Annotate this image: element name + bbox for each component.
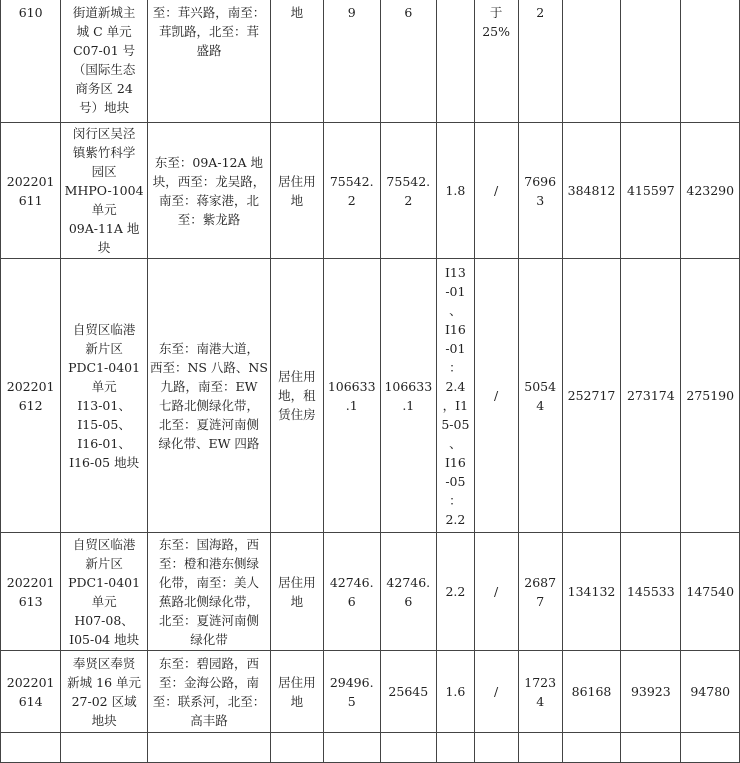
ratio-cell — [474, 123, 518, 259]
cell-line: 4 — [536, 397, 545, 413]
cell-line: 自贸区临港 — [72, 536, 136, 552]
plot-ratio-cell — [437, 733, 475, 763]
cell-line: 09A-11A 地 — [68, 221, 140, 236]
cell-line: 2 — [404, 192, 413, 208]
table-row — [1, 733, 740, 763]
parcel-id-cell — [1, 651, 61, 733]
parcel-id-cell — [1, 733, 61, 763]
buildable-area-cell — [380, 0, 437, 123]
price-cell-3 — [681, 0, 740, 123]
cell-line: 单元 — [91, 593, 117, 609]
land-use-cell — [270, 259, 323, 533]
cell-line: 城 C 单元 — [76, 24, 132, 39]
cell-line: 2.2 — [445, 584, 466, 599]
cell-value: 275190 — [686, 388, 735, 403]
table-row — [1, 651, 740, 733]
cell-line: 高丰路 — [190, 712, 228, 728]
parcel-id-cell — [1, 259, 61, 533]
cell-line: 2.2 — [445, 511, 466, 527]
cell-value: 134132 — [567, 584, 616, 599]
cell-line: 商务区 24 — [75, 81, 133, 96]
land-use-cell — [270, 0, 323, 123]
cell-line: 东至：南港大道， — [158, 340, 259, 356]
table-row — [1, 123, 740, 259]
floor-area-cell — [518, 0, 562, 123]
price-cell-1 — [562, 0, 620, 123]
site-area-cell — [323, 651, 380, 733]
cell-line: 北至：夏涟河南侧 — [158, 416, 259, 432]
cell-line: 202201 — [6, 378, 55, 394]
plot-ratio-cell — [437, 259, 475, 533]
table-row — [1, 533, 740, 651]
cell-line: 居住用 — [278, 574, 316, 590]
cell-value: 147540 — [686, 584, 735, 599]
cell-line: / — [493, 183, 499, 198]
cell-line: 4 — [536, 693, 545, 709]
location-cell — [61, 651, 148, 733]
cell-line: （国际生态 — [72, 62, 136, 77]
plot-ratio-cell — [437, 533, 475, 651]
cell-line: 地，租 — [278, 388, 316, 403]
cell-line: 至：联系河，北至： — [152, 693, 266, 709]
cell-line: 25% — [482, 24, 510, 39]
price-cell-2 — [621, 733, 681, 763]
cell-value: 94780 — [690, 684, 731, 699]
cell-line: 新片区 — [85, 340, 123, 356]
cell-line: 东至：09A-12A 地 — [154, 154, 263, 170]
cell-line: 至：茸兴路，南至： — [152, 5, 266, 20]
cell-line: 地 — [290, 5, 304, 20]
cell-line: PDC1-0401 — [68, 574, 141, 590]
cell-line: 街道新城主 — [72, 5, 136, 20]
land-use-cell — [270, 733, 323, 763]
cell-line: 九路，南至：EW — [160, 378, 258, 394]
land-use-cell — [270, 123, 323, 259]
floor-area-cell — [518, 733, 562, 763]
cell-line: 612 — [18, 397, 43, 413]
cell-line: 2 — [536, 5, 545, 20]
parcel-id-cell — [1, 0, 61, 123]
location-cell — [61, 0, 148, 123]
plot-ratio-cell — [437, 651, 475, 733]
cell-line: -01 — [445, 283, 466, 299]
cell-line: 南至：蒋家港，北 — [158, 192, 259, 208]
cell-line: 居住用 — [278, 173, 316, 189]
cell-line: MHPO-1004 — [64, 183, 144, 198]
cell-line: 于 — [489, 5, 503, 20]
cell-line: 42746. — [329, 574, 374, 590]
buildable-area-cell — [380, 651, 437, 733]
cell-value: 415597 — [626, 183, 675, 198]
ratio-cell — [474, 0, 518, 123]
cell-line: 块，西至：龙吴路， — [152, 173, 266, 189]
cell-line: 单元 — [91, 202, 117, 217]
ratio-cell — [474, 533, 518, 651]
land-use-cell — [270, 533, 323, 651]
price-cell-3 — [681, 123, 740, 259]
plot-ratio-cell — [437, 123, 475, 259]
cell-line: 绿化带 — [190, 631, 228, 647]
cell-value: 93923 — [630, 684, 671, 699]
cell-line: 1723 — [524, 674, 557, 690]
cell-line: 1.8 — [445, 183, 466, 198]
price-cell-1 — [562, 259, 620, 533]
boundary-cell — [147, 533, 270, 651]
cell-value: 86168 — [571, 684, 612, 699]
price-cell-2 — [621, 533, 681, 651]
cell-line: 5054 — [524, 378, 557, 394]
cell-line: 西至：NS 八路、NS — [149, 359, 268, 375]
cell-line: 七路北侧绿化带， — [158, 397, 259, 413]
ratio-cell — [474, 259, 518, 533]
cell-line: -05 — [445, 473, 466, 489]
cell-line: 镇紫竹科学 — [72, 145, 136, 160]
price-cell-1 — [562, 651, 620, 733]
cell-line: 27-02 区域 — [71, 693, 137, 709]
cell-line: / — [493, 388, 499, 403]
price-cell-3 — [681, 533, 740, 651]
floor-area-cell — [518, 651, 562, 733]
cell-line: 3 — [536, 192, 545, 208]
cell-line: 地块 — [91, 712, 117, 728]
cell-line: 、 — [449, 435, 462, 451]
price-cell-2 — [621, 259, 681, 533]
boundary-cell — [147, 123, 270, 259]
boundary-cell — [147, 733, 270, 763]
cell-line: I16-05 地块 — [69, 454, 140, 470]
cell-value: 423290 — [686, 183, 735, 198]
cell-line: .1 — [402, 397, 415, 413]
cell-line: 单元 — [91, 378, 117, 394]
ratio-cell — [474, 733, 518, 763]
cell-line: 北至：夏涟河南侧 — [158, 612, 259, 628]
location-cell — [61, 259, 148, 533]
cell-line: 绿化带、EW 四路 — [158, 435, 260, 451]
cell-line: 新城 16 单元 — [67, 674, 142, 690]
cell-line: 至：金海公路，南 — [158, 674, 259, 690]
price-cell-1 — [562, 733, 620, 763]
cell-line: 42746. — [386, 574, 431, 590]
floor-area-cell — [518, 533, 562, 651]
boundary-cell — [147, 259, 270, 533]
cell-line: I16 — [444, 321, 466, 337]
cell-line: 1.6 — [445, 684, 466, 699]
cell-line: 610 — [18, 5, 43, 20]
price-cell-3 — [681, 733, 740, 763]
cell-line: 地 — [290, 593, 304, 609]
location-cell — [61, 733, 148, 763]
cell-line: 地 — [290, 192, 304, 208]
cell-line: I13 — [444, 264, 466, 280]
cell-line: 2 — [347, 192, 356, 208]
cell-line: I16 — [444, 454, 466, 470]
cell-line: 2.4 — [445, 378, 466, 394]
cell-line: ： — [449, 359, 462, 375]
cell-value: 252717 — [567, 388, 616, 403]
cell-line: 东至：国海路，西 — [158, 536, 259, 552]
cell-line: 居住用 — [278, 674, 316, 690]
cell-line: 盛路 — [196, 43, 222, 58]
site-area-cell — [323, 0, 380, 123]
parcel-id-cell — [1, 123, 61, 259]
buildable-area-cell — [380, 259, 437, 533]
cell-value: 145533 — [626, 584, 675, 599]
buildable-area-cell — [380, 533, 437, 651]
boundary-cell — [147, 0, 270, 123]
cell-line: 奉贤区奉贤 — [72, 655, 136, 671]
cell-value: 384812 — [567, 183, 616, 198]
floor-area-cell — [518, 259, 562, 533]
cell-value: 273174 — [626, 388, 675, 403]
cell-line: 居住用 — [278, 369, 316, 384]
cell-line: 7696 — [524, 173, 557, 189]
cell-line: 202201 — [6, 173, 55, 189]
cell-line: 6 — [347, 593, 356, 609]
cell-line: 7 — [536, 593, 545, 609]
cell-line: 、 — [449, 302, 462, 318]
floor-area-cell — [518, 123, 562, 259]
cell-line: ，I1 — [442, 397, 469, 413]
cell-line: 611 — [18, 192, 43, 208]
cell-line: 202201 — [6, 574, 55, 590]
boundary-cell — [147, 651, 270, 733]
table-row — [1, 259, 740, 533]
plot-ratio-cell — [437, 0, 475, 123]
buildable-area-cell — [380, 733, 437, 763]
cell-line: I05-04 地块 — [69, 631, 140, 647]
table-body — [1, 0, 740, 763]
cell-line: 25645 — [388, 684, 429, 699]
site-area-cell — [323, 533, 380, 651]
cell-line: / — [493, 684, 499, 699]
price-cell-1 — [562, 123, 620, 259]
ratio-cell — [474, 651, 518, 733]
cell-line: 至：紫龙路 — [177, 211, 241, 227]
cell-line: 2687 — [524, 574, 557, 590]
site-area-cell — [323, 733, 380, 763]
price-cell-2 — [621, 651, 681, 733]
cell-line: H07-08、 — [74, 612, 134, 628]
site-area-cell — [323, 123, 380, 259]
land-use-cell — [270, 651, 323, 733]
cell-line: I13-01、 — [77, 397, 131, 413]
location-cell — [61, 533, 148, 651]
cell-line: 号）地块 — [79, 100, 130, 115]
cell-line: 9 — [347, 5, 356, 20]
cell-line: / — [493, 584, 499, 599]
cell-line: 6 — [404, 593, 413, 609]
cell-line: I16-01、 — [77, 435, 131, 451]
cell-line: 613 — [18, 593, 43, 609]
cell-line: ： — [449, 492, 462, 508]
cell-line: 自贸区临港 — [72, 321, 136, 337]
cell-line: 茸凯路，北至：茸 — [158, 24, 259, 39]
cell-line: C07-01 号 — [73, 43, 136, 58]
cell-line: 614 — [18, 693, 43, 709]
cell-line: 化带，南至：美人 — [158, 574, 259, 590]
cell-line: 75542. — [386, 173, 431, 189]
cell-line: 蕉路北侧绿化带， — [158, 593, 259, 609]
price-cell-1 — [562, 533, 620, 651]
cell-line: 赁住房 — [278, 407, 316, 422]
parcel-id-cell — [1, 533, 61, 651]
cell-line: 至：橙和港东侧绿 — [158, 555, 259, 571]
price-cell-3 — [681, 651, 740, 733]
buildable-area-cell — [380, 123, 437, 259]
price-cell-2 — [621, 123, 681, 259]
cell-line: 新片区 — [85, 555, 123, 571]
price-cell-2 — [621, 0, 681, 123]
cell-line: 202201 — [6, 674, 55, 690]
cell-line: 闵行区吴泾 — [72, 126, 136, 141]
cell-line: 6 — [404, 5, 413, 20]
cell-line: 块 — [97, 240, 111, 255]
site-area-cell — [323, 259, 380, 533]
cell-line: 106633 — [327, 378, 376, 394]
cell-line: 园区 — [91, 164, 117, 179]
cell-line: 29496. — [329, 674, 374, 690]
cell-line: PDC1-0401 — [68, 359, 141, 375]
table-row — [1, 0, 740, 123]
cell-line: 东至：碧园路，西 — [158, 655, 259, 671]
cell-line: 106633 — [384, 378, 433, 394]
cell-line: 75542. — [329, 173, 374, 189]
price-cell-3 — [681, 259, 740, 533]
cell-line: 5 — [347, 693, 356, 709]
location-cell — [61, 123, 148, 259]
cell-line: -01 — [445, 340, 466, 356]
cell-line: 地 — [290, 693, 304, 709]
cell-line: 5-05 — [441, 416, 470, 432]
cell-line: I15-05、 — [77, 416, 131, 432]
cell-line: .1 — [345, 397, 358, 413]
